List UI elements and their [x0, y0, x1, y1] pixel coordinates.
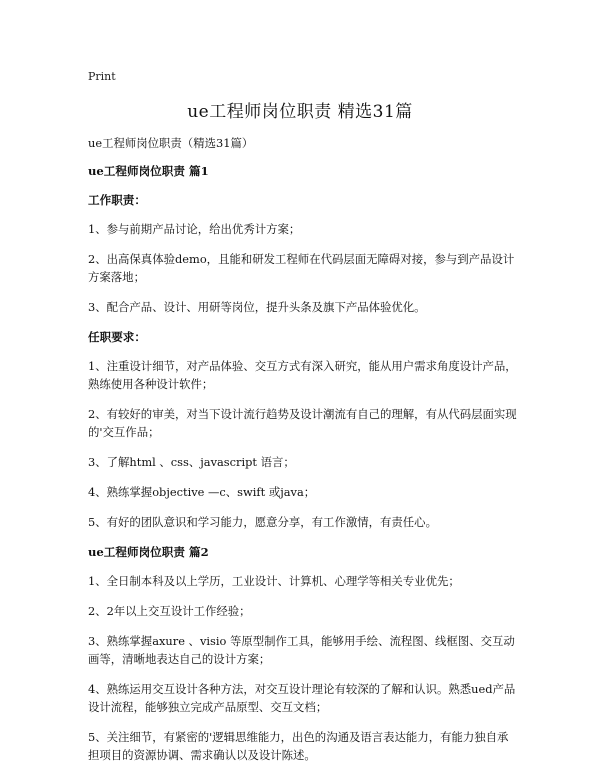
document-body: [88, 134, 518, 776]
list-item: 3、熟练掌握axure 、visio 等原型制作工具，能够用手绘、流程图、线框图、交互动画等，清晰地表达自己的设计方案；: [88, 634, 515, 666]
list-item: 3、了解html 、css、javascript 语言；: [88, 455, 295, 469]
list-item: 2、出高保真体验demo，且能和研发工程师在代码层面无障碍对接，参与到产品设计方案落地；: [88, 252, 515, 284]
print-link[interactable]: Print: [88, 70, 116, 83]
document-subtitle: ue工程师岗位职责（精选31篇）: [88, 136, 254, 150]
list-item: 4、熟练掌握objective —c、swift 或java；: [88, 485, 316, 499]
list-item: 1、参与前期产品讨论，给出优秀计方案；: [88, 222, 301, 236]
list-item: 1、注重设计细节，对产品体验、交互方式有深入研究，能从用户需求角度设计产品，熟练使用各种设计软件；: [88, 359, 517, 391]
sub-heading-requirements: 任职要求：: [88, 330, 146, 344]
section-heading: ue工程师岗位职责 篇2: [88, 545, 209, 559]
section-heading: ue工程师岗位职责 篇1: [88, 164, 209, 178]
list-item: 5、关注细节，有紧密的'逻辑思维能力，出色的沟通及语言表达能力，有能力独自承担项目的资源协调、需求确认以及设计陈述。: [88, 730, 509, 762]
list-item: 4、熟练运用交互设计各种方法，对交互设计理论有较深的了解和认识。熟悉ued产品设计流程，能够独立完成产品原型、交互文档；: [88, 682, 516, 714]
list-item: 5、有好的团队意识和学习能力，愿意分享，有工作激情，有责任心。: [88, 515, 437, 529]
sub-heading-duties: 工作职责：: [88, 193, 146, 207]
list-item: 3、配合产品、设计、用研等岗位，提升头条及旗下产品体验优化。: [88, 300, 426, 314]
list-item: 1、全日制本科及以上学历，工业设计、计算机、心理学等相关专业优先；: [88, 574, 460, 588]
list-item: 2、2年以上交互设计工作经验；: [88, 604, 251, 618]
list-item: 2、有较好的审美，对当下设计流行趋势及设计潮流有自己的理解，有从代码层面实现的'交互作品；: [88, 407, 517, 439]
document-title: ue工程师岗位职责 精选31篇: [187, 102, 413, 122]
